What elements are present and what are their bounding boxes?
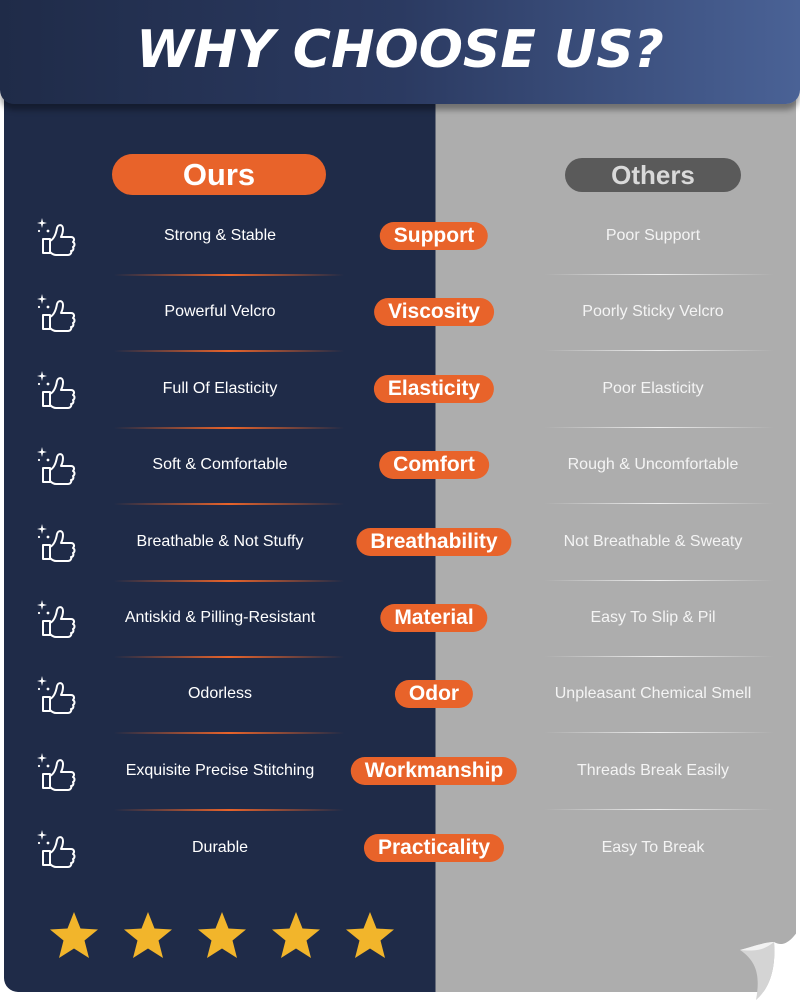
row-divider bbox=[114, 656, 344, 658]
others-feature-text: Rough & Uncomfortable bbox=[567, 456, 739, 473]
row-divider bbox=[544, 274, 774, 275]
row-divider bbox=[114, 427, 344, 429]
star-icon bbox=[48, 910, 100, 962]
page-curl-icon bbox=[736, 928, 800, 1000]
ours-feature-text: Strong & Stable bbox=[163, 227, 277, 244]
row-divider bbox=[114, 580, 344, 582]
ours-feature-text: Exquisite Precise Stitching bbox=[125, 762, 315, 779]
row-divider bbox=[544, 732, 774, 733]
row-divider bbox=[544, 350, 774, 351]
thumbs-up-sparkle-icon bbox=[36, 443, 80, 487]
comparison-row bbox=[4, 672, 796, 716]
category-badge: Support bbox=[380, 222, 488, 250]
thumbs-up-sparkle-icon bbox=[36, 290, 80, 334]
thumbs-up-sparkle-icon bbox=[36, 367, 80, 411]
row-divider bbox=[114, 503, 344, 505]
ours-feature-text: Full Of Elasticity bbox=[162, 380, 278, 397]
row-divider bbox=[544, 503, 774, 504]
comparison-row bbox=[4, 826, 796, 870]
page-title: WHY CHOOSE US? bbox=[136, 20, 664, 80]
others-feature-text: Easy To Break bbox=[601, 839, 705, 856]
category-badge: Breathability bbox=[356, 528, 511, 556]
star-icon bbox=[270, 910, 322, 962]
row-divider bbox=[114, 809, 344, 811]
comparison-row bbox=[4, 596, 796, 640]
thumbs-up-sparkle-icon bbox=[36, 596, 80, 640]
ours-feature-text: Odorless bbox=[187, 685, 253, 702]
ours-feature-text: Durable bbox=[191, 839, 249, 856]
category-badge: Comfort bbox=[379, 451, 489, 479]
comparison-row bbox=[4, 749, 796, 793]
row-divider bbox=[544, 809, 774, 810]
thumbs-up-sparkle-icon bbox=[36, 520, 80, 564]
others-feature-text: Threads Break Easily bbox=[576, 762, 730, 779]
star-icon bbox=[122, 910, 174, 962]
comparison-row bbox=[4, 290, 796, 334]
thumbs-up-sparkle-icon bbox=[36, 749, 80, 793]
category-badge: Elasticity bbox=[374, 375, 494, 403]
others-feature-text: Poor Support bbox=[605, 227, 701, 244]
comparison-row bbox=[4, 367, 796, 411]
comparison-row bbox=[4, 443, 796, 487]
thumbs-up-sparkle-icon bbox=[36, 672, 80, 716]
others-feature-text: Poorly Sticky Velcro bbox=[582, 303, 724, 320]
others-feature-text: Unpleasant Chemical Smell bbox=[554, 685, 752, 702]
category-badge: Material bbox=[380, 604, 487, 632]
row-divider bbox=[544, 656, 774, 657]
ours-feature-text: Soft & Comfortable bbox=[152, 456, 288, 473]
row-divider bbox=[544, 580, 774, 581]
thumbs-up-sparkle-icon bbox=[36, 826, 80, 870]
row-divider bbox=[114, 274, 344, 276]
category-badge: Practicality bbox=[364, 834, 504, 862]
comparison-row bbox=[4, 520, 796, 564]
others-feature-text: Not Breathable & Sweaty bbox=[563, 533, 743, 550]
star-icon bbox=[344, 910, 396, 962]
others-feature-text: Poor Elasticity bbox=[602, 380, 704, 397]
row-divider bbox=[114, 732, 344, 734]
header-banner bbox=[0, 0, 800, 104]
others-column-header: Others bbox=[565, 158, 741, 192]
ours-feature-text: Antiskid & Pilling-Resistant bbox=[124, 609, 316, 626]
category-badge: Viscosity bbox=[374, 298, 494, 326]
star-rating bbox=[48, 910, 408, 962]
row-divider bbox=[114, 350, 344, 352]
star-icon bbox=[196, 910, 248, 962]
others-feature-text: Easy To Slip & Pil bbox=[590, 609, 716, 626]
row-divider bbox=[544, 427, 774, 428]
category-badge: Odor bbox=[395, 680, 473, 708]
ours-feature-text: Breathable & Not Stuffy bbox=[136, 533, 304, 550]
comparison-row bbox=[4, 214, 796, 258]
ours-column-header: Ours bbox=[112, 154, 326, 195]
category-badge: Workmanship bbox=[351, 757, 517, 785]
comparison-card bbox=[4, 4, 796, 992]
thumbs-up-sparkle-icon bbox=[36, 214, 80, 258]
ours-feature-text: Powerful Velcro bbox=[164, 303, 276, 320]
